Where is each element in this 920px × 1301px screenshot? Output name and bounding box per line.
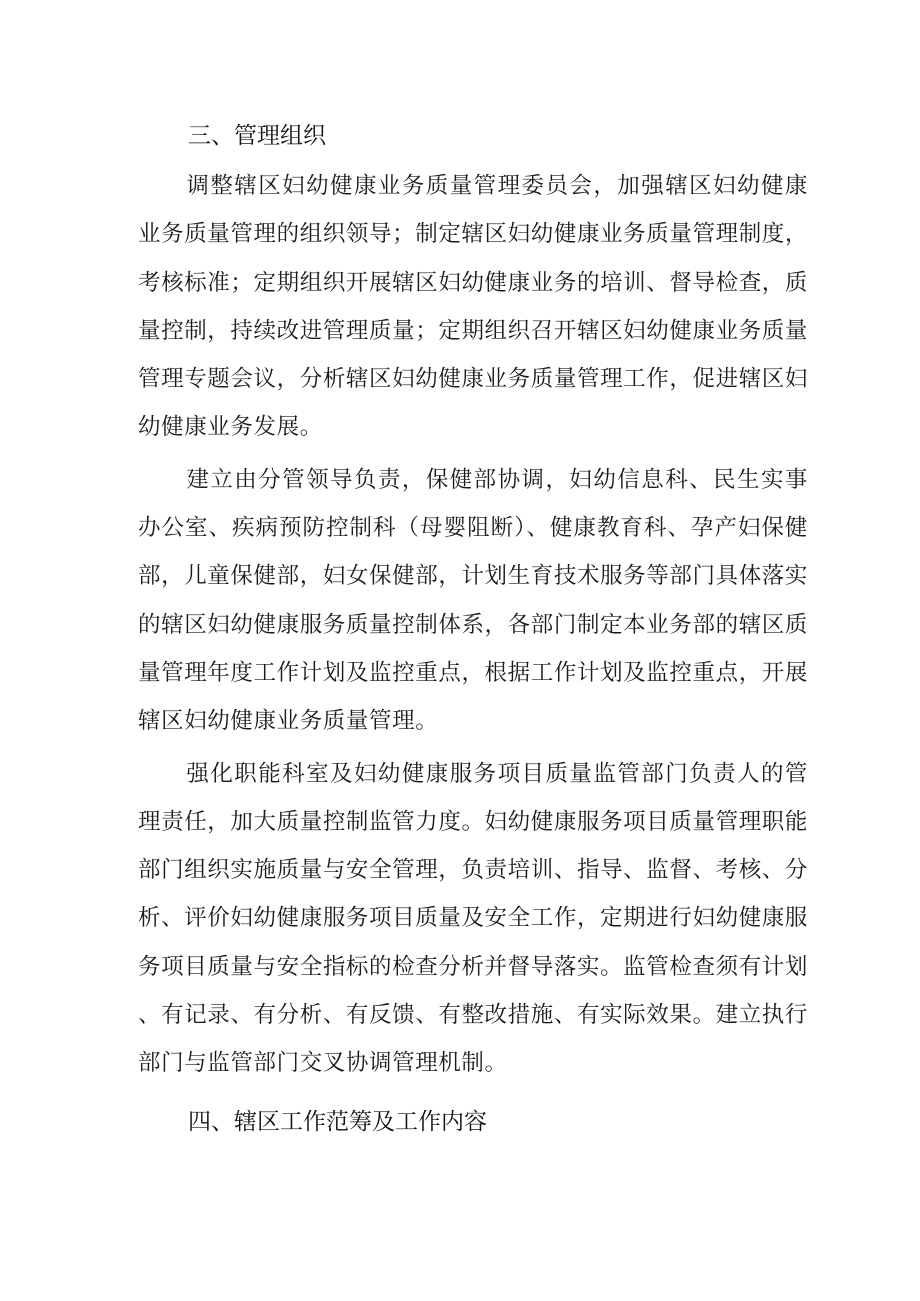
paragraph-quality-control-system: 建立由分管领导负责，保健部协调，妇幼信息科、民生实事办公室、疾病预防控制科（母婴阻断）、健康教育科、孕产妇保健部，儿童保健部，妇女保健部，计划生育技术服务等部门具体落实的辖区妇幼健康服务质量控制体系，各部门制定本业务部的辖区质量管理年度工作计划及监控重点，根据工作计划及监控重点，开展辖区妇幼健康业务质量管理。: [138, 466, 808, 735]
section-heading-management-organization: 三、管理组织: [188, 123, 326, 149]
paragraph-committee: 调整辖区妇幼健康业务质量管理委员会，加强辖区妇幼健康业务质量管理的组织领导；制定辖区妇幼健康业务质量管理制度，考核标准；定期组织开展辖区妇幼健康业务的培训、督导检查，质量控制，持续改进管理质量；定期组织召开辖区妇幼健康业务质量管理专题会议，分析辖区妇幼健康业务质量管理工作，促进辖区妇幼健康业务发展。: [138, 173, 808, 441]
section-heading-work-scope: 四、辖区工作范筹及工作内容: [188, 1108, 487, 1135]
paragraph-supervision-responsibility: 强化职能科室及妇幼健康服务项目质量监管部门负责人的管理责任，加大质量控制监管力度。妇幼健康服务项目质量管理职能部门组织实施质量与安全管理，负责培训、指导、监督、考核、分析、评价妇幼健康服务项目质量及安全工作，定期进行妇幼健康服务项目质量与安全指标的检查分析并督导落实。监管检查须有计划、有记录、有分析、有反馈、有整改措施、有实际效果。建立执行部门与监管部门交叉协调管理机制。: [138, 760, 808, 1077]
document-body: [138, 114, 808, 1144]
